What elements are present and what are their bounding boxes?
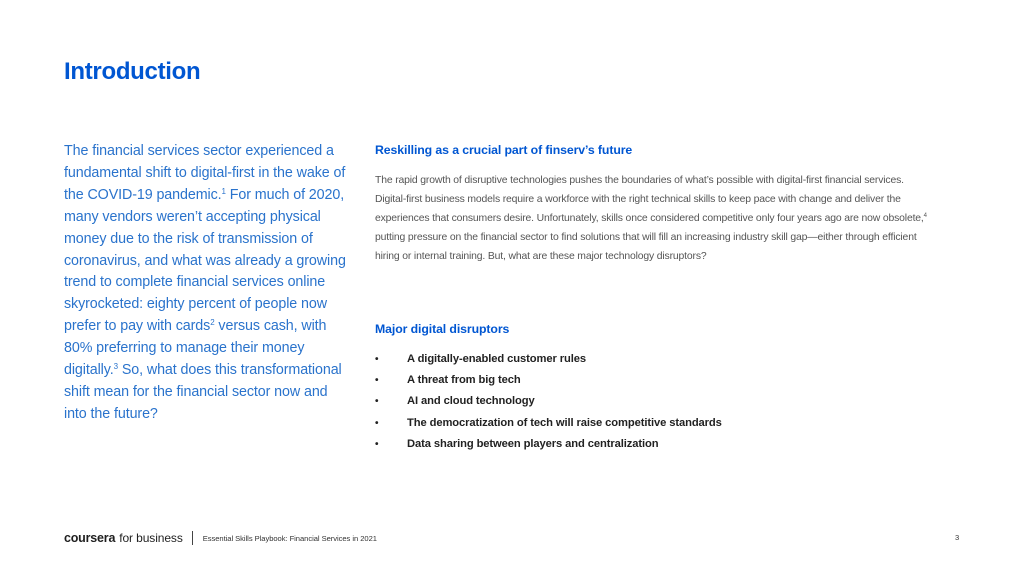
- bullet-icon: •: [375, 375, 379, 387]
- disruptors-heading: Major digital disruptors: [375, 322, 510, 336]
- list-item: [375, 370, 722, 391]
- intro-paragraph: [64, 141, 346, 426]
- intro-text-d: So, what does this transformational shift mean for the financial sector now and into the future?: [64, 362, 342, 422]
- list-item: [375, 413, 722, 434]
- bullet-icon: •: [375, 396, 379, 408]
- list-item: [375, 434, 722, 455]
- list-item-label: The democratization of tech will raise competitive standards: [407, 416, 722, 429]
- intro-text-b: For much of 2020, many vendors weren’t accepting physical money due to the risk of transmission of coronavirus, and what was already a growing trend to complete financial services online skyrocketed: eighty percent of people now prefer to pay with cards: [64, 186, 346, 335]
- reskilling-text-b: putting pressure on the financial sector to find solutions that will fill an increasing industry skill gap—either through efficient hiring or internal training. But, what are these major technology disruptors?: [375, 232, 917, 262]
- reskilling-heading: Reskilling as a crucial part of finserv’s future: [375, 143, 633, 157]
- list-item-label: A threat from big tech: [407, 374, 521, 387]
- footnote-ref-4: 4: [923, 213, 927, 219]
- document-title: Essential Skills Playbook: Financial Services in 2021: [202, 533, 377, 543]
- footnote-ref-3: 3: [113, 362, 118, 372]
- page-number: 3: [955, 533, 960, 542]
- list-item: [375, 349, 722, 370]
- bullet-icon: •: [375, 438, 379, 450]
- footer: [64, 530, 377, 546]
- logo-suffix: for business: [119, 531, 183, 545]
- coursera-logo: coursera: [64, 531, 116, 545]
- footnote-ref-2: 2: [210, 318, 215, 328]
- disruptors-list: [375, 349, 722, 455]
- bullet-icon: •: [375, 354, 379, 365]
- list-item-label: A digitally-enabled customer rules: [407, 353, 586, 365]
- footnote-ref-1: 1: [221, 186, 226, 196]
- intro-text-c: versus cash, with 80% preferring to manage their money digitally.: [64, 318, 327, 379]
- bullet-icon: •: [375, 417, 379, 429]
- reskilling-paragraph: [375, 171, 935, 266]
- list-item-label: Data sharing between players and centralization: [407, 437, 659, 450]
- footer-divider: [192, 531, 193, 545]
- reskilling-text-a: The rapid growth of disruptive technologies pushes the boundaries of what’s possible with digital-first financial services. Digital-first business models require a workforce with the right technical skills to keep pace with change and deliver the experiences that consumers desire. Unfortunately, skills once considered competitive only four years ago are now obsolete,: [375, 175, 924, 224]
- intro-text-a: The financial services sector experienced a fundamental shift to digital-first in the wake of the COVID-19 pandemic.: [64, 143, 346, 203]
- list-item: [375, 391, 722, 412]
- page-title: Introduction: [64, 58, 201, 85]
- list-item-label: AI and cloud technology: [407, 395, 535, 408]
